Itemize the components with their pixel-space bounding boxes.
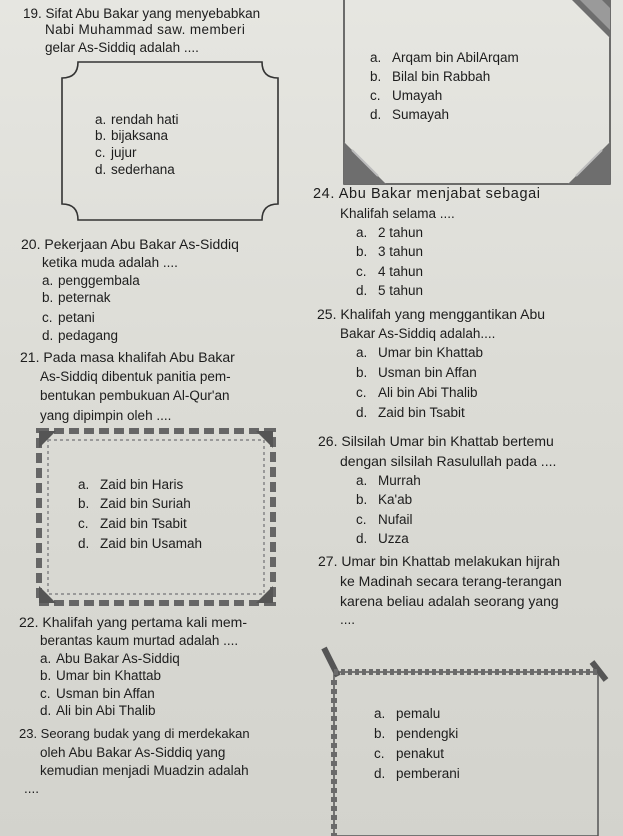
q26-option-a: a. Murrah xyxy=(356,473,421,488)
q22-stem-line-2: berantas kaum murtad adalah .... xyxy=(40,633,239,648)
q26-option-c: c. Nufail xyxy=(356,512,413,527)
q21-option-c: c. Zaid bin Tsabit xyxy=(78,516,187,531)
q27-option-a: a. pemalu xyxy=(374,706,441,721)
q19-stem-line-2: Nabi Muhammad saw. memberi xyxy=(45,22,246,37)
q27-option-c: c. penakut xyxy=(374,746,445,761)
q21-stem-line-1: 21. Pada masa khalifah Abu Bakar xyxy=(20,349,235,365)
q19-stem-line-1: 19. Sifat Abu Bakar yang menyebabkan xyxy=(23,6,261,21)
q27-stem-line-2: ke Madinah secara terang-terangan xyxy=(340,573,562,589)
q26-option-b: b. Ka'ab xyxy=(356,492,413,507)
q23-stem-line-4: .... xyxy=(24,781,40,796)
q20-stem-line-2: ketika muda adalah .... xyxy=(42,255,178,270)
q27-stem-line-3: karena beliau adalah seorang yang xyxy=(340,593,559,609)
q21-stem-line-4: yang dipimpin oleh .... xyxy=(40,408,172,423)
q20-option-d: d. pedagang xyxy=(42,328,119,343)
q25-option-a: a. Umar bin Khattab xyxy=(356,345,484,360)
q27-stem-line-1: 27. Umar bin Khattab melakukan hijrah xyxy=(318,553,561,569)
q21-option-b: b. Zaid bin Suriah xyxy=(78,496,191,511)
q23-stem-line-3: kemudian menjadi Muadzin adalah xyxy=(40,763,249,778)
q24-option-d: d. 5 tahun xyxy=(356,283,424,298)
q24-option-c: c. 4 tahun xyxy=(356,264,424,279)
q19-options-frame xyxy=(60,60,280,222)
q19-option-c: c. jujur xyxy=(95,145,137,160)
q25-stem-line-2: Bakar As-Siddiq adalah.... xyxy=(340,326,496,341)
q25-option-c: c. Ali bin Abi Thalib xyxy=(356,385,478,400)
q27-option-b: b. pendengki xyxy=(374,726,459,741)
q22-option-c: c. Usman bin Affan xyxy=(40,686,155,701)
q24-option-a: a. 2 tahun xyxy=(356,225,424,240)
q23-option-d: d. Sumayah xyxy=(370,107,450,122)
q21-option-d: d. Zaid bin Usamah xyxy=(78,536,203,551)
q24-stem-line-1: 24. Abu Bakar menjabat sebagai xyxy=(313,186,541,202)
q22-option-b: b. Umar bin Khattab xyxy=(40,668,162,683)
q23-stem-line-1: 23. Seorang budak yang di merdekakan xyxy=(19,726,250,741)
q25-option-b: b. Usman bin Affan xyxy=(356,365,477,380)
q20-stem-line-1: 20. Pekerjaan Abu Bakar As-Siddiq xyxy=(21,236,239,252)
q22-option-d: d. Ali bin Abi Thalib xyxy=(40,703,156,718)
q23-option-b: b. Bilal bin Rabbah xyxy=(370,69,491,84)
q20-option-b: b. peternak xyxy=(42,290,111,305)
q26-stem-line-1: 26. Silsilah Umar bin Khattab bertemu xyxy=(318,433,554,449)
q21-stem-line-2: As-Siddiq dibentuk panitia pem- xyxy=(40,369,231,384)
q27-options-frame xyxy=(320,640,610,836)
q24-stem-line-2: Khalifah selama .... xyxy=(340,206,455,221)
q26-option-d: d. Uzza xyxy=(356,531,409,546)
q19-option-b: b. bijaksana xyxy=(95,128,169,143)
q23-option-a: a. Arqam bin AbilArqam xyxy=(370,50,519,65)
q19-stem-line-3: gelar As-Siddiq adalah .... xyxy=(45,40,199,55)
q27-option-d: d. pemberani xyxy=(374,766,460,781)
q24-option-b: b. 3 tahun xyxy=(356,244,424,259)
q23-stem-line-2: oleh Abu Bakar As-Siddiq yang xyxy=(40,745,226,760)
q21-option-a: a. Zaid bin Haris xyxy=(78,477,184,492)
q19-option-a: a. rendah hati xyxy=(95,112,179,127)
q21-stem-line-3: bentukan pembukuan Al-Qur'an xyxy=(40,388,230,403)
q25-stem-line-1: 25. Khalifah yang menggantikan Abu xyxy=(317,306,546,322)
q20-option-a: a. penggembala xyxy=(42,273,140,288)
q23-option-c: c. Umayah xyxy=(370,88,443,103)
q20-option-c: c. petani xyxy=(42,310,95,325)
q27-stem-line-4: .... xyxy=(340,612,356,627)
q22-stem-line-1: 22. Khalifah yang pertama kali mem- xyxy=(19,614,247,630)
q19-option-d: d. sederhana xyxy=(95,162,175,177)
q26-stem-line-2: dengan silsilah Rasulullah pada .... xyxy=(340,453,557,469)
q22-option-a: a. Abu Bakar As-Siddiq xyxy=(40,651,180,666)
q25-option-d: d. Zaid bin Tsabit xyxy=(356,405,465,420)
